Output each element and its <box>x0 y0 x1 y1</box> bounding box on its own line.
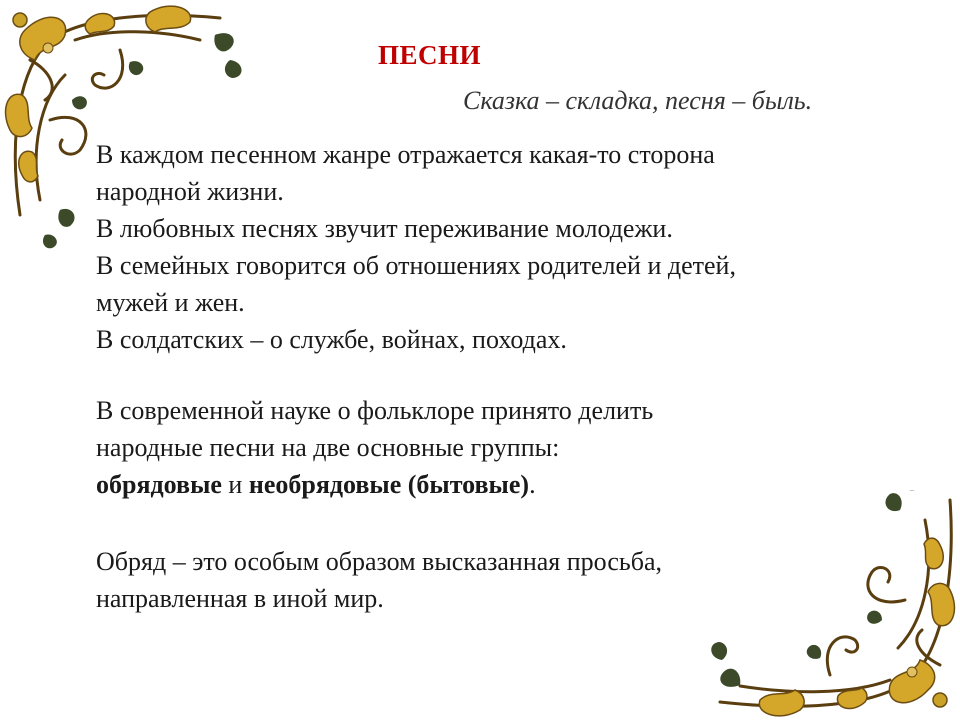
non-ritual-term: необрядовые (бытовые) <box>248 470 530 499</box>
text-line: народной жизни. <box>96 177 284 206</box>
text-line: мужей и жен. <box>96 288 245 317</box>
text-line: Обряд – это особым образом высказанная просьба, <box>96 547 662 576</box>
ritual-term: обрядовые <box>96 470 222 499</box>
paragraph-song-groups <box>96 392 896 503</box>
text-line: В каждом песенном жанре отражается какая-то сторона <box>96 140 715 169</box>
text-line: В семейных говорится об отношениях родителей и детей, <box>96 251 736 280</box>
slide-title: ПЕСНИ <box>378 40 482 70</box>
text-line: В современной науке о фольклоре принято делить <box>96 396 654 425</box>
paragraph-song-genres <box>96 136 896 358</box>
text-line: народные песни на две основные группы: <box>96 433 560 462</box>
epigraph: Сказка – складка, песня – быль. <box>463 86 813 115</box>
paragraph-ritual-definition <box>96 543 896 617</box>
text-line: направленная в иной мир. <box>96 584 384 613</box>
text-line <box>96 466 896 503</box>
text-line: В солдатских – о службе, войнах, походах. <box>96 325 567 354</box>
connector-text: и <box>221 470 249 499</box>
line-end: . <box>529 470 536 499</box>
text-line: В любовных песнях звучит переживание молодежи. <box>96 214 673 243</box>
